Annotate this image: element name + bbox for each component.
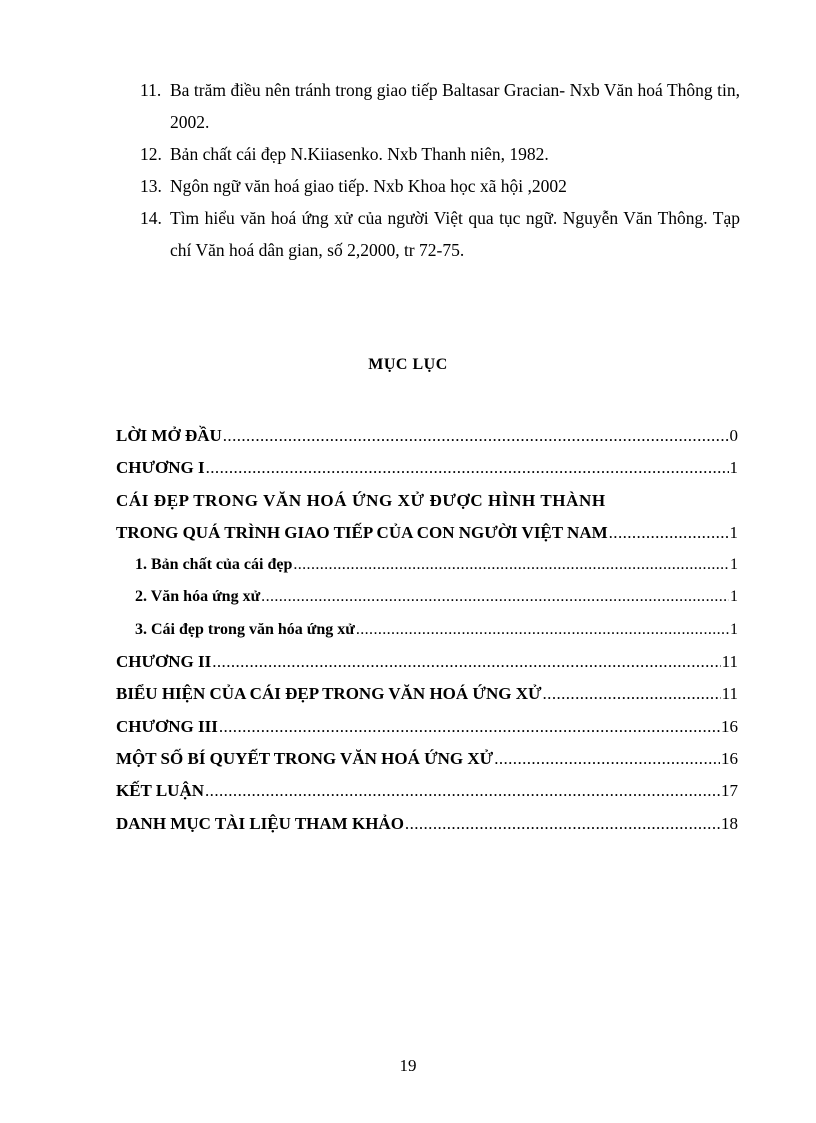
toc-entry-page: 1: [730, 556, 738, 574]
toc-entry-chuong-1-title-line2[interactable]: [116, 517, 738, 549]
toc-entry-label: CÁI ĐẸP TRONG VĂN HOÁ ỨNG XỬ ĐƯỢC HÌNH THÀNH: [116, 490, 606, 510]
reference-number: 12.: [140, 144, 162, 164]
reference-number: 14.: [140, 208, 162, 228]
toc-entry-section-3[interactable]: [116, 614, 738, 646]
toc-leader-dots: [261, 581, 729, 613]
toc-entry-label: CHƯƠNG III: [116, 716, 218, 736]
toc-entry-chuong-2-title[interactable]: [116, 678, 738, 710]
toc-entry-page: 11: [721, 684, 738, 704]
toc-entry-page: 18: [721, 813, 738, 833]
toc-entry-label: BIỂU HIỆN CỦA CÁI ĐẸP TRONG VĂN HOÁ ỨNG XỬ: [116, 684, 542, 704]
toc-leader-dots: [405, 808, 720, 840]
reference-text: Tìm hiểu văn hoá ứng xử của người Việt qua tục ngữ. Nguyễn Văn Thông. Tạp chí Văn hoá dân gian, số 2,2000, tr 72-75.: [170, 208, 740, 260]
toc-leader-dots: [494, 743, 720, 775]
toc-leader-dots: [609, 517, 729, 549]
reference-text: Bản chất cái đẹp N.Kiiasenko. Nxb Thanh niên, 1982.: [170, 144, 549, 164]
reference-number: 13.: [140, 176, 162, 196]
toc-entry-ket-luan[interactable]: [116, 775, 738, 807]
toc-entry-label: TRONG QUÁ TRÌNH GIAO TIẾP CỦA CON NGƯỜI VIỆT NAM: [116, 522, 608, 542]
reference-item: [140, 202, 740, 266]
reference-text: Ngôn ngữ văn hoá giao tiếp. Nxb Khoa học xã hội ,2002: [170, 176, 567, 196]
toc-entry-loi-mo-dau[interactable]: [116, 420, 738, 452]
toc-entry-label: 1. Bản chất của cái đẹp: [135, 556, 293, 574]
toc-entry-chuong-3[interactable]: [116, 711, 738, 743]
toc-entry-section-1[interactable]: [116, 549, 738, 581]
toc-entry-page: 1: [730, 620, 738, 638]
reference-item: [140, 170, 740, 202]
toc-entry-page: 16: [721, 748, 738, 768]
toc-entry-label: 3. Cái đẹp trong văn hóa ứng xử: [135, 620, 355, 638]
toc-entry-chuong-1-title-line1[interactable]: [116, 485, 738, 517]
toc-entry-label: DANH MỤC TÀI LIỆU THAM KHẢO: [116, 813, 404, 833]
toc-leader-dots: [206, 452, 729, 484]
toc-leader-dots: [219, 711, 720, 743]
reference-number: 11.: [140, 80, 162, 100]
toc-entry-page: 17: [721, 781, 738, 801]
toc-entry-page: 1: [729, 522, 738, 542]
toc-title: MỤC LỤC: [368, 356, 448, 373]
toc-entry-page: 1: [730, 588, 738, 606]
reference-list: [140, 74, 740, 266]
toc-leader-dots: [356, 614, 729, 646]
toc-entry-label: MỘT SỐ BÍ QUYẾT TRONG VĂN HOÁ ỨNG XỬ: [116, 748, 494, 768]
toc-entry-label: 2. Văn hóa ứng xử: [135, 588, 261, 606]
reference-item: [140, 74, 740, 138]
toc-leader-dots: [205, 775, 720, 807]
toc-entry-section-2[interactable]: [116, 581, 738, 613]
toc-entry-chuong-3-title[interactable]: [116, 743, 738, 775]
reference-text: Ba trăm điều nên tránh trong giao tiếp Baltasar Gracian- Nxb Văn hoá Thông tin, 2002.: [170, 80, 740, 132]
table-of-contents: [116, 420, 738, 840]
toc-entry-tai-lieu-tham-khao[interactable]: [116, 808, 738, 840]
toc-entry-label: CHƯƠNG I: [116, 458, 205, 478]
toc-entry-page: 0: [729, 426, 738, 445]
toc-entry-label: LỜI MỞ ĐẦU: [116, 426, 222, 445]
page-number: 19: [399, 1056, 417, 1075]
toc-entry-label: CHƯƠNG II: [116, 652, 212, 672]
toc-leader-dots: [543, 678, 721, 710]
toc-leader-dots: [223, 420, 729, 452]
toc-entry-label: KẾT LUẬN: [116, 781, 205, 801]
toc-entry-page: 16: [721, 716, 738, 736]
toc-entry-chuong-2[interactable]: [116, 646, 738, 678]
reference-item: [140, 138, 740, 170]
toc-entry-page: 11: [721, 652, 738, 672]
toc-entry-chuong-1[interactable]: [116, 452, 738, 484]
toc-leader-dots: [212, 646, 720, 678]
toc-leader-dots: [293, 549, 729, 581]
toc-entry-page: 1: [729, 458, 738, 478]
